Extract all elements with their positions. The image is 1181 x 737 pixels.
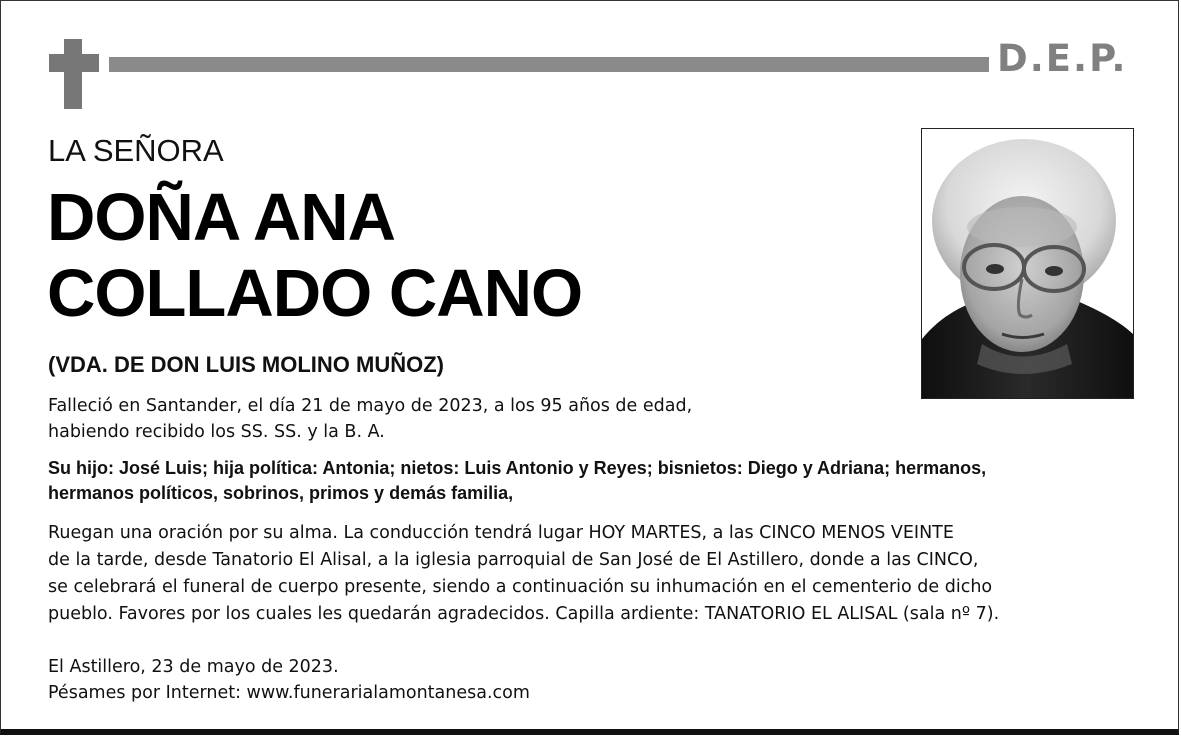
header-rule [109,57,989,72]
family-line: hermanos políticos, sobrinos, primos y demás familia, [48,483,514,503]
title-prefix: LA SEÑORA [48,133,224,168]
dep-label: D.E.P. [997,37,1128,80]
place-date: El Astillero, 23 de mayo de 2023. [48,657,339,677]
service-line: pueblo. Favores por los cuales les quedarán agradecidos. Capilla ardiente: TANATORIO EL ALISAL (sala nº 7). [48,604,1000,624]
widow-of: (VDA. DE DON LUIS MOLINO MUÑOZ) [48,352,444,377]
service-line: se celebrará el funeral de cuerpo presente, siendo a continuación su inhumación en el cementerio de dicho [48,577,993,597]
footer [48,654,530,706]
family-list [48,456,986,506]
portrait-photo [921,128,1134,399]
death-info-line: habiendo recibido los SS. SS. y la B. A. [48,422,385,442]
deceased-name-line1: DOÑA ANA [47,180,396,255]
death-info [48,393,692,445]
deceased-name-line2: COLLADO CANO [47,256,583,331]
service-info [48,520,999,628]
condolences-link: Pésames por Internet: www.funerarialamontanesa.com [48,683,530,703]
death-info-line: Falleció en Santander, el día 21 de mayo de 2023, a los 95 años de edad, [48,396,693,416]
service-line: de la tarde, desde Tanatorio El Alisal, a la iglesia parroquial de San José de El Astillero, donde a las CINCO, [48,550,979,570]
portrait-illustration [922,129,1133,398]
service-line: Ruegan una oración por su alma. La conducción tendrá lugar HOY MARTES, a las CINCO MENOS VEINTE [48,523,954,543]
family-line: Su hijo: José Luis; hija política: Antonia; nietos: Luis Antonio y Reyes; bisnietos: Diego y Adriana; hermanos, [48,458,987,478]
deceased-name [47,180,582,332]
